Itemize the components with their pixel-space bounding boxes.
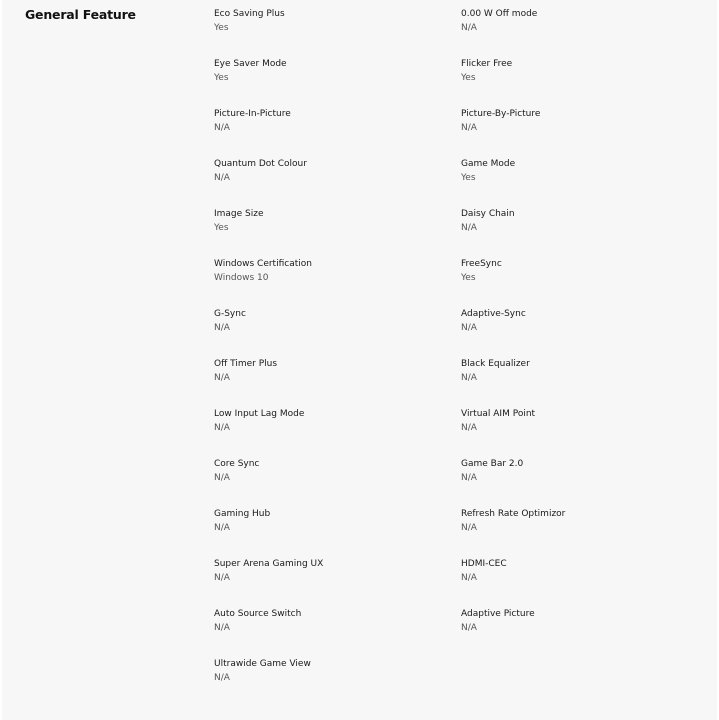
section-title: General Feature [25,7,136,22]
spec-item [214,157,461,207]
spec-label: Game Bar 2.0 [461,459,524,469]
spec-label: Adaptive Picture [461,609,535,619]
spec-value: N/A [461,23,477,33]
spec-value: N/A [214,473,230,483]
spec-item [461,7,694,57]
spec-value: N/A [214,573,230,583]
spec-item [214,507,461,557]
spec-value: N/A [214,423,230,433]
spec-item [214,457,461,507]
spec-item [461,207,694,257]
spec-item [214,207,461,257]
spec-value: N/A [461,473,477,483]
spec-item [461,507,694,557]
spec-label: Game Mode [461,159,516,169]
spec-label: Image Size [214,209,264,219]
spec-item [214,407,461,457]
spec-label: HDMI-CEC [461,559,507,569]
spec-label: Quantum Dot Colour [214,159,307,169]
spec-grid [214,7,694,707]
spec-label: Refresh Rate Optimizor [461,509,566,519]
spec-value: N/A [214,323,230,333]
spec-value: Yes [214,223,229,233]
spec-value: Yes [214,23,229,33]
spec-label: Eco Saving Plus [214,9,285,19]
spec-item [461,157,694,207]
spec-item [461,407,694,457]
spec-label: Flicker Free [461,59,513,69]
spec-value: N/A [461,623,477,633]
spec-item [214,257,461,307]
spec-label: Auto Source Switch [214,609,302,619]
spec-value: Yes [214,73,229,83]
spec-label: Low Input Lag Mode [214,409,305,419]
spec-item [214,7,461,57]
spec-item [461,307,694,357]
spec-label: Picture-By-Picture [461,109,541,119]
spec-label: Daisy Chain [461,209,515,219]
spec-item [461,57,694,107]
spec-value: N/A [461,573,477,583]
spec-label: Virtual AIM Point [461,409,536,419]
spec-label: G-Sync [214,309,246,319]
spec-label: Windows Certification [214,259,312,269]
spec-value: N/A [461,423,477,433]
spec-label: Eye Saver Mode [214,59,287,69]
spec-label: 0.00 W Off mode [461,9,538,19]
spec-item [461,457,694,507]
spec-value: N/A [461,223,477,233]
spec-value: N/A [461,523,477,533]
spec-value: N/A [461,373,477,383]
spec-item [214,57,461,107]
spec-item [214,557,461,607]
spec-label: Picture-In-Picture [214,109,291,119]
spec-item [461,107,694,157]
spec-value: Yes [461,273,476,283]
spec-value: N/A [214,623,230,633]
spec-value: N/A [214,523,230,533]
spec-item [214,107,461,157]
spec-item [461,357,694,407]
spec-item [461,607,694,657]
spec-value: Yes [461,173,476,183]
spec-value: Yes [461,73,476,83]
spec-label: Core Sync [214,459,260,469]
spec-value: Windows 10 [214,273,269,283]
spec-item [214,607,461,657]
spec-label: Adaptive-Sync [461,309,526,319]
spec-item [461,257,694,307]
spec-value: N/A [214,123,230,133]
spec-label: Gaming Hub [214,509,271,519]
spec-value: N/A [214,673,230,683]
spec-item [214,657,461,707]
spec-item [214,357,461,407]
spec-label: Off Timer Plus [214,359,278,369]
spec-label: FreeSync [461,259,502,269]
spec-label: Ultrawide Game View [214,659,311,669]
spec-panel [2,0,717,720]
spec-value: N/A [461,123,477,133]
spec-label: Super Arena Gaming UX [214,559,324,569]
spec-value: N/A [214,173,230,183]
spec-item [461,557,694,607]
spec-label: Black Equalizer [461,359,530,369]
spec-value: N/A [214,373,230,383]
spec-value: N/A [461,323,477,333]
spec-item [214,307,461,357]
